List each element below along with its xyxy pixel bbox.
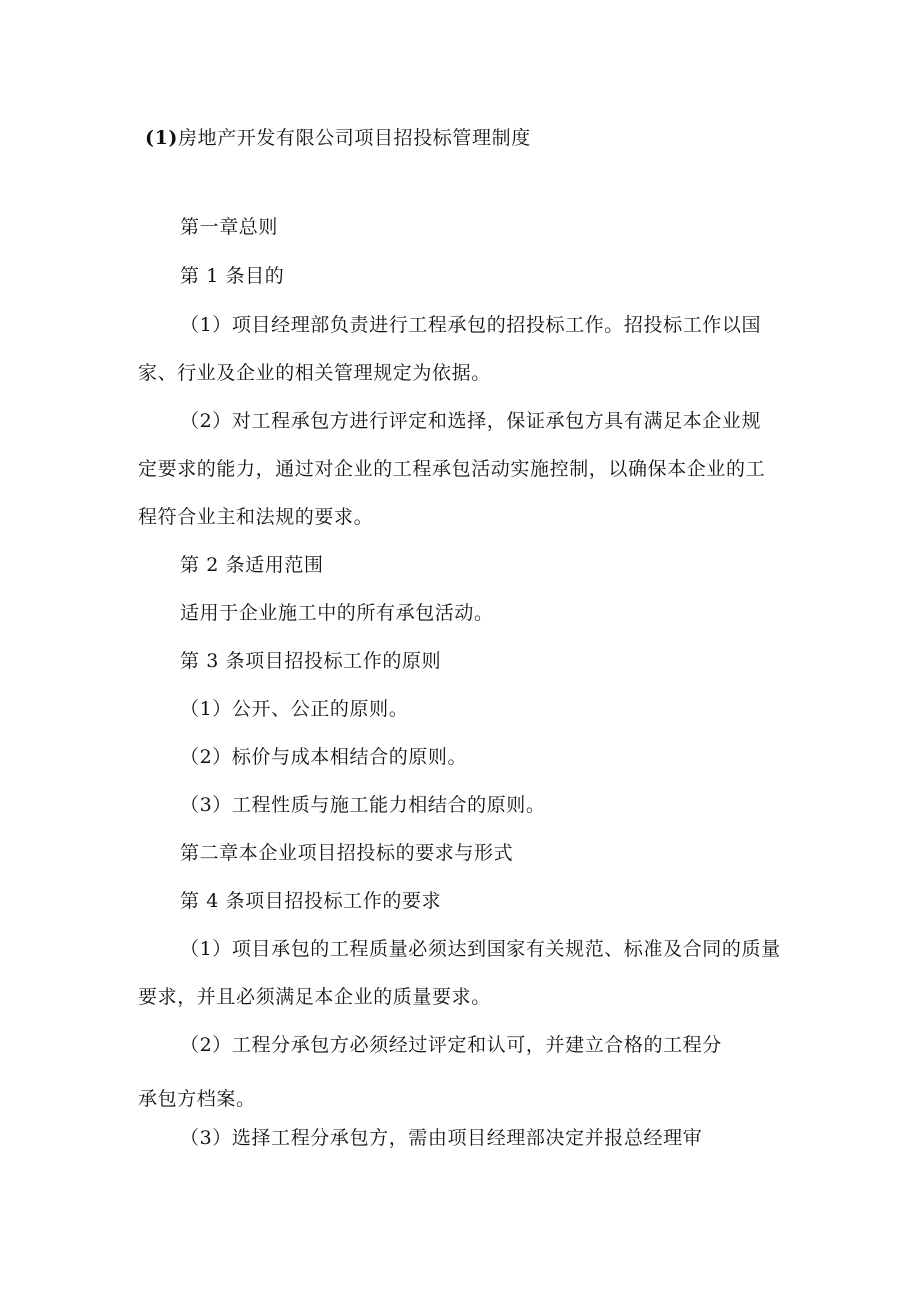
chapter-heading: 第一章总则 (180, 216, 279, 238)
document-title (145, 126, 531, 150)
paragraph-line: （1）项目经理部负责进行工程承包的招投标工作。招投标工作以国 (180, 314, 762, 336)
paragraph-line: （1）项目承包的工程质量必须达到国家有关规范、标准及合同的质量 (180, 938, 781, 960)
article-heading: 第 3 条项目招投标工作的原则 (180, 650, 442, 672)
paragraph-line: （3）选择工程分承包方，需由项目经理部决定并报总经理审 (180, 1127, 703, 1149)
title-number: (1) (145, 127, 178, 149)
article-heading: 第 1 条目的 (180, 265, 285, 287)
paragraph-line: （2）标价与成本相结合的原则。 (180, 746, 468, 768)
article-heading: 第 2 条适用范围 (180, 554, 324, 576)
paragraph-line: 程符合业主和法规的要求。 (138, 506, 374, 528)
chapter-heading: 第二章本企业项目招投标的要求与形式 (180, 842, 514, 864)
paragraph-line: （2）对工程承包方进行评定和选择，保证承包方具有满足本企业规 (180, 410, 762, 432)
paragraph-line: 家、行业及企业的相关管理规定为依据。 (138, 362, 491, 384)
paragraph-line: （2）工程分承包方必须经过评定和认可，并建立合格的工程分 (180, 1034, 722, 1056)
paragraph-line: 定要求的能力，通过对企业的工程承包活动实施控制，以确保本企业的工 (138, 458, 766, 480)
article-heading: 第 4 条项目招投标工作的要求 (180, 890, 442, 912)
paragraph-line: 适用于企业施工中的所有承包活动。 (180, 602, 494, 624)
title-text: 房地产开发有限公司项目招投标管理制度 (178, 127, 531, 149)
paragraph-line: （3）工程性质与施工能力相结合的原则。 (180, 794, 546, 816)
paragraph-line: （1）公开、公正的原则。 (180, 698, 409, 720)
paragraph-line: 要求，并且必须满足本企业的质量要求。 (138, 986, 491, 1008)
paragraph-line: 承包方档案。 (138, 1088, 256, 1110)
